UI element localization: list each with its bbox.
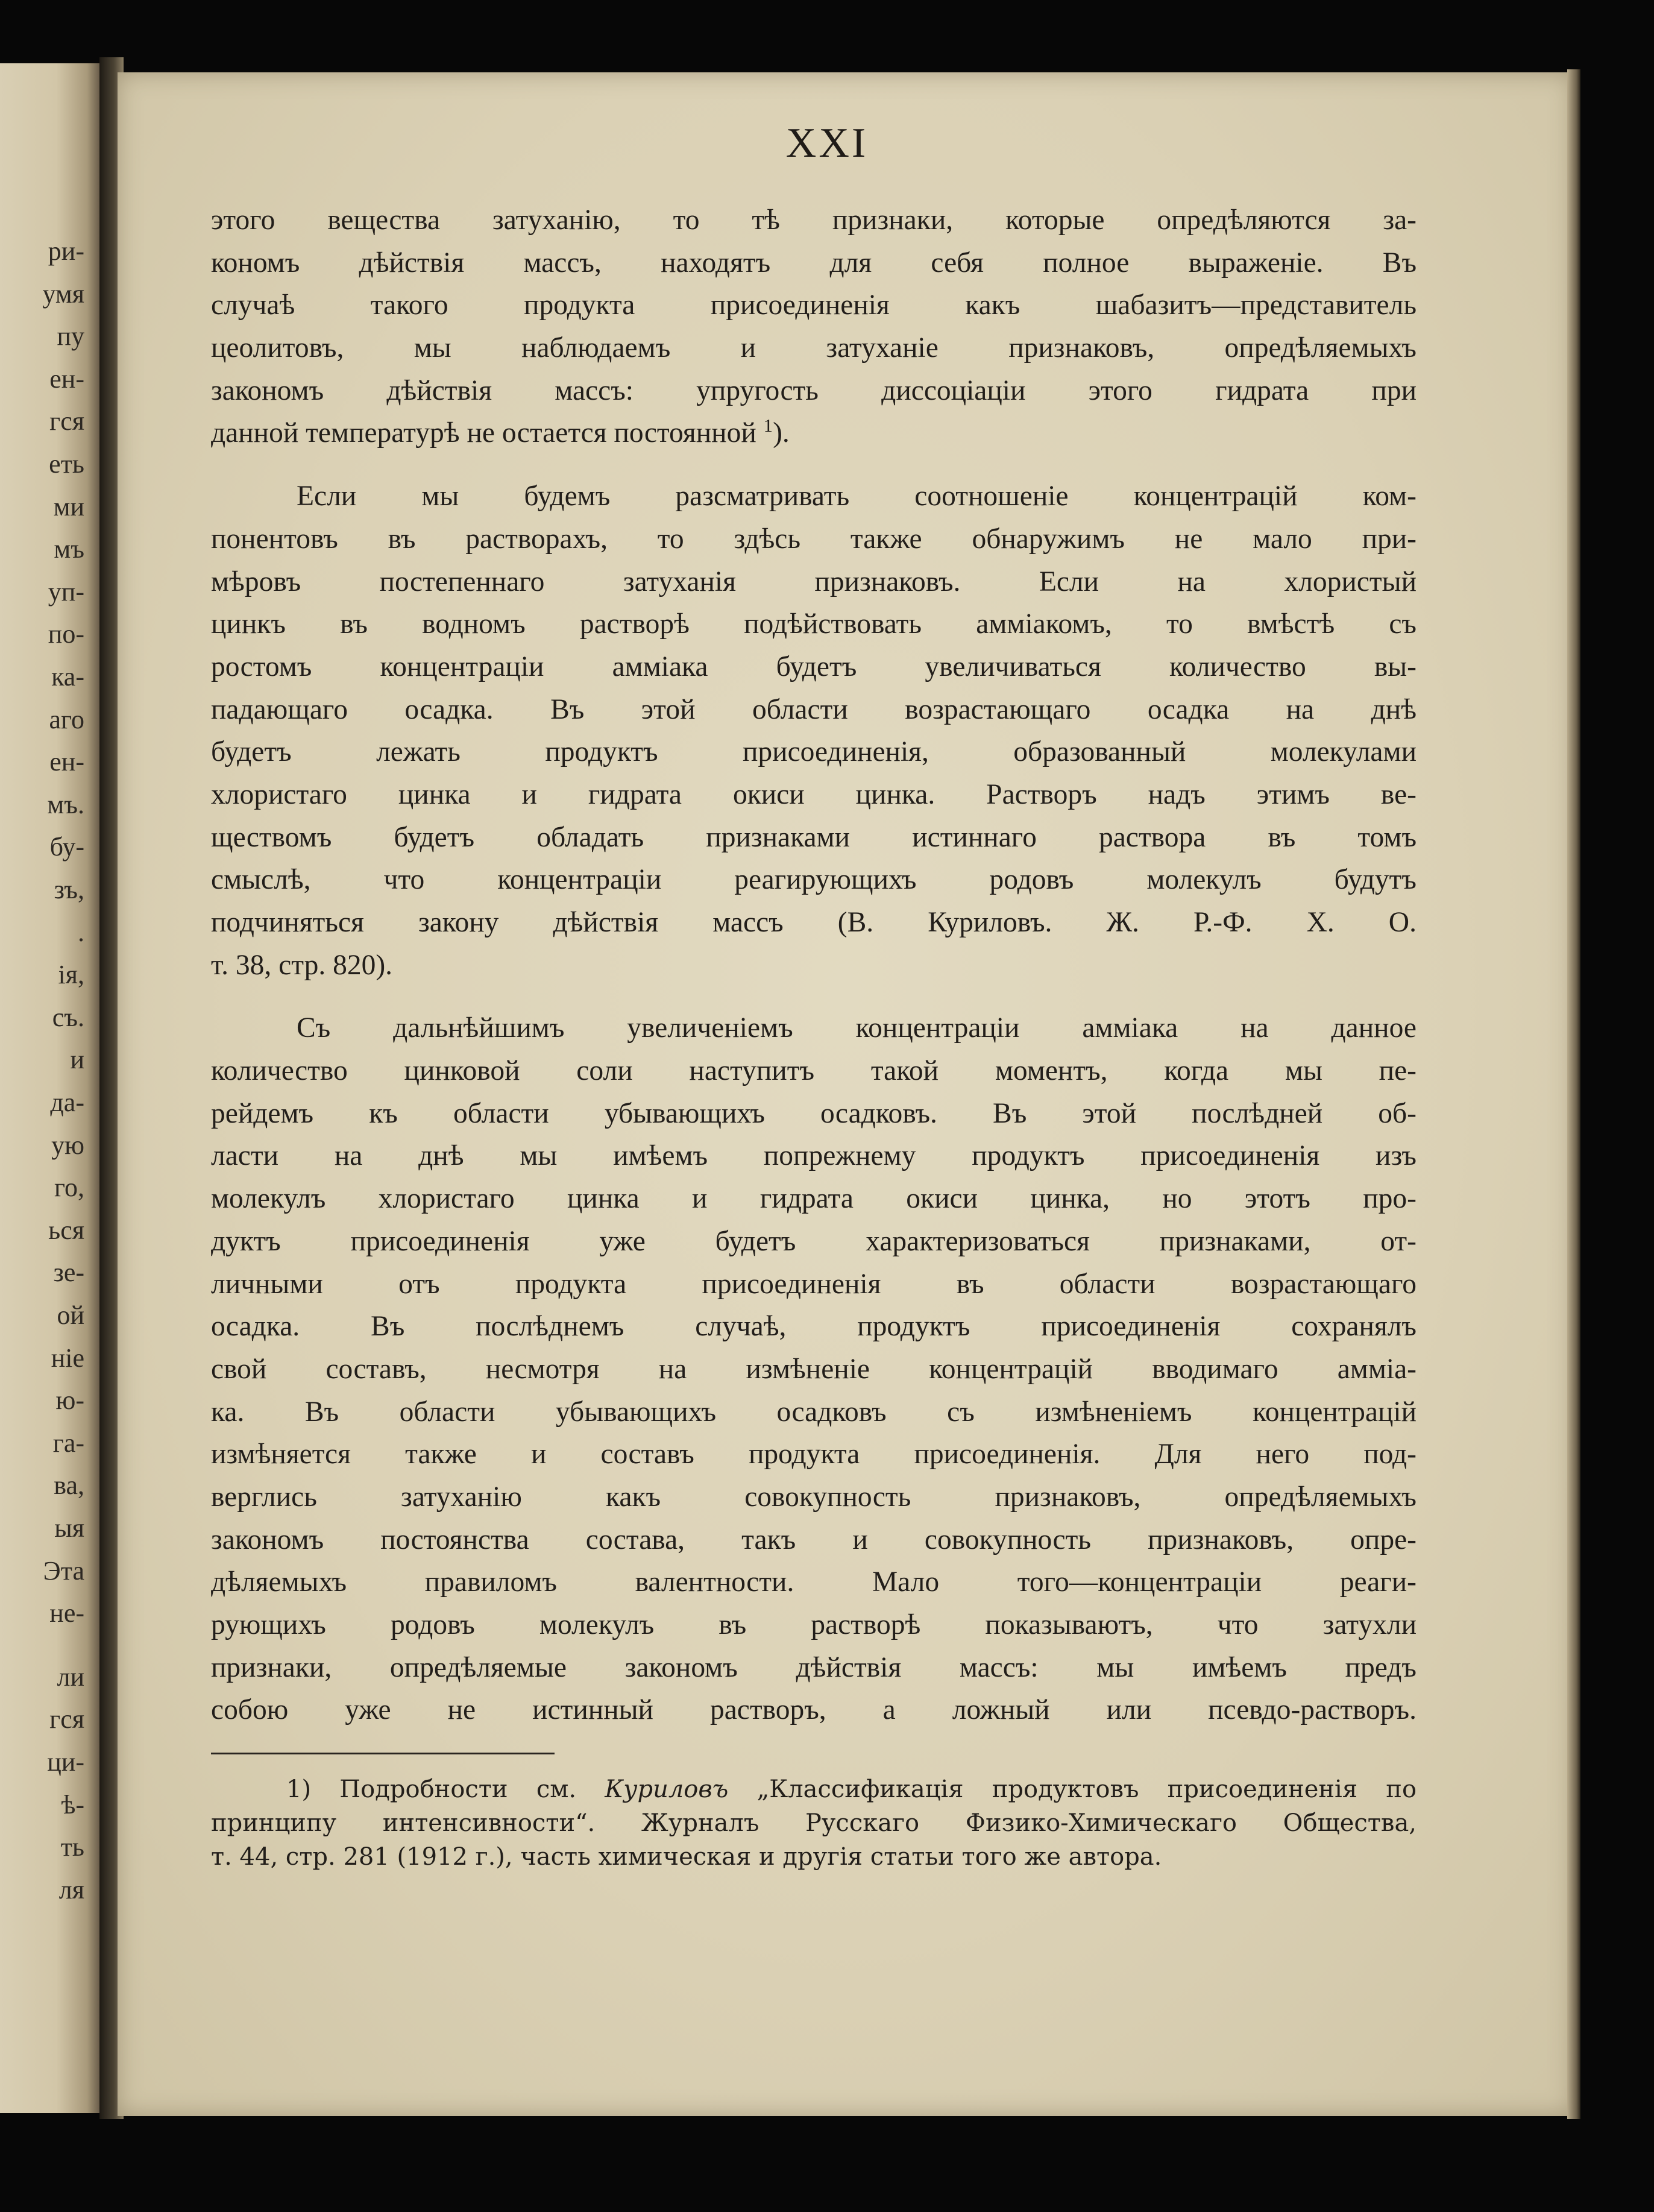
text-line: верглись затуханію какъ совокупность признаковъ, опредѣляемыхъ [211, 1481, 1417, 1513]
previous-page-edge [0, 63, 102, 2113]
previous-page-fragment: ен- [49, 364, 84, 394]
text-line: цеолитовъ, мы наблюдаемъ и затуханіе признаковъ, опредѣляемыхъ [211, 332, 1417, 364]
previous-page-fragment: по- [48, 619, 84, 649]
paragraph-1 [211, 199, 1417, 455]
body-text [211, 199, 1417, 1731]
previous-page-fragment: съ. [52, 1002, 84, 1032]
text-line: мѣровъ постепеннаго затуханія признаковъ. Если на хлористый [211, 566, 1417, 597]
previous-page-fragment: пу [57, 321, 84, 351]
previous-page-fragment: ніе [51, 1343, 84, 1373]
previous-page-fragment: ую [51, 1130, 84, 1160]
text-line: свой составъ, несмотря на измѣненіе концентрацій вводимаго амміа- [211, 1353, 1417, 1385]
previous-page-fragment: зъ, [54, 875, 84, 904]
text-line: закономъ дѣйствія массъ: упругость диссоціаціи этого гидрата при [211, 374, 1417, 406]
text-line: будетъ лежать продуктъ присоединенія, образованный молекулами [211, 736, 1417, 768]
previous-page-fragment: еть [49, 449, 84, 479]
previous-page-fragment: умя [42, 279, 84, 309]
previous-page-fragment: ли [57, 1662, 84, 1692]
paragraph-3 [211, 1007, 1417, 1731]
previous-page-fragment: ія, [58, 960, 84, 990]
previous-page-fragment: ля [58, 1874, 84, 1905]
previous-page-fragment: и [70, 1045, 84, 1075]
previous-page-fragment: мъ. [47, 789, 84, 819]
previous-page-fragment: ци- [47, 1747, 84, 1777]
footnote-divider [211, 1753, 555, 1754]
paragraph-2 [211, 475, 1417, 986]
text-line: закономъ постоянства состава, такъ и совокупность признаковъ, опре- [211, 1524, 1417, 1555]
previous-page-fragment: гся [49, 1704, 84, 1735]
text-line: рующихъ родовъ молекулъ въ растворѣ показываютъ, что затухли [211, 1609, 1417, 1640]
previous-page-fragment: мъ [54, 534, 84, 564]
previous-page-fragment: ю- [55, 1385, 84, 1416]
footnote-text: „Классификація продуктовъ присоединенія по [756, 1776, 1417, 1803]
footnote-marker: 1) [286, 1776, 312, 1803]
text-line: кономъ дѣйствія массъ, находятъ для себя полное выраженіе. Въ [211, 247, 1417, 279]
text-line: дѣляемыхъ правиломъ валентности. Мало того—концентраціи реаги- [211, 1566, 1417, 1598]
previous-page-fragment: ься [48, 1215, 84, 1245]
page-number: XXI [785, 120, 869, 166]
text-line: рейдемъ къ области убывающихъ осадковъ. Въ этой послѣдней об- [211, 1097, 1417, 1129]
text-line: ществомъ будетъ обладать признаками истиннаго раствора въ томъ [211, 821, 1417, 853]
text-line: Если мы будемъ разсматривать соотношеніе концентрацій ком- [297, 481, 1417, 512]
previous-page-fragment: го, [54, 1173, 84, 1203]
text-line: цинкъ въ водномъ растворѣ подѣйствовать амміакомъ, то вмѣстѣ съ [211, 608, 1417, 640]
text-line: ласти на днѣ мы имѣемъ попрежнему продуктъ присоединенія изъ [211, 1140, 1417, 1172]
text-line-content: данной температурѣ не остается постоянной [211, 417, 756, 449]
previous-page-fragment: зе- [53, 1258, 84, 1288]
text-line: ка. Въ области убывающихъ осадковъ съ измѣненіемъ концентрацій [211, 1396, 1417, 1428]
text-line: т. 38, стр. 820). [211, 949, 393, 981]
previous-page-fragment: уп- [48, 576, 84, 607]
text-line: понентовъ въ растворахъ, то здѣсь также обнаружимъ не мало при- [211, 523, 1417, 555]
text-line: собою уже не истинный растворъ, а ложный или псевдо-растворъ. [211, 1694, 1417, 1726]
previous-page-fragment: ка- [51, 662, 84, 692]
previous-page-fragment: ть [60, 1832, 84, 1862]
previous-page-fragment: аго [49, 704, 84, 734]
previous-page-fragment: ѣ- [61, 1789, 84, 1820]
text-line: осадка. Въ послѣднемъ случаѣ, продуктъ присоединенія сохранялъ [211, 1311, 1417, 1343]
previous-page-fragment: не- [49, 1598, 84, 1628]
previous-page-fragment: ен- [49, 747, 84, 777]
previous-page-fragment: ва, [54, 1470, 84, 1501]
footnote [211, 1772, 1417, 1874]
text-line: этого вещества затуханію, то тѣ признаки, которые опредѣляются за- [211, 204, 1417, 236]
text-line: падающаго осадка. Въ этой области возрастающаго осадка на днѣ [211, 693, 1417, 725]
page-edge-right [1567, 69, 1580, 2119]
text-line: смыслѣ, что концентраціи реагирующихъ родовъ молекулъ будутъ [211, 864, 1417, 896]
footnote-line [211, 1772, 1417, 1806]
footnote-author: Куриловъ [605, 1776, 729, 1803]
footnote-reference: 1 [763, 415, 773, 436]
footnote-text: Подробности см. [339, 1776, 577, 1803]
text-line: измѣняется также и составъ продукта присоединенія. Для него под- [211, 1438, 1417, 1470]
text-line: подчиняться закону дѣйствія массъ (В. Куриловъ. Ж. Р.-Ф. Х. О. [211, 907, 1417, 938]
previous-page-fragment: бу- [49, 832, 84, 862]
previous-page-fragment: . [78, 917, 84, 947]
previous-page-fragment: гся [49, 406, 84, 436]
text-line: количество цинковой соли наступитъ такой моментъ, когда мы пе- [211, 1055, 1417, 1087]
previous-page-fragment: ми [53, 491, 84, 521]
previous-page-fragment: га- [52, 1428, 84, 1458]
text-line: случаѣ такого продукта присоединенія какъ шабазитъ—представитель [211, 289, 1417, 321]
text-line: признаки, опредѣляемые закономъ дѣйствія массъ: мы имѣемъ предъ [211, 1651, 1417, 1683]
footnote-line: т. 44, стр. 281 (1912 г.), часть химическая и другія статьи того же автора. [211, 1843, 1162, 1871]
text-line: хлористаго цинка и гидрата окиси цинка. Растворъ надъ этимъ ве- [211, 778, 1417, 810]
previous-page-fragment: ой [57, 1300, 84, 1330]
text-line: молекулъ хлористаго цинка и гидрата окиси цинка, но этотъ про- [211, 1183, 1417, 1215]
previous-page-fragment: ри- [48, 236, 84, 266]
text-line: Съ дальнѣйшимъ увеличеніемъ концентраціи амміака на данное [297, 1012, 1417, 1044]
previous-page-fragment: ыя [54, 1513, 84, 1543]
previous-page-fragment: Эта [43, 1555, 84, 1586]
previous-page-fragment: да- [50, 1088, 84, 1117]
text-line: дуктъ присоединенія уже будетъ характеризоваться признаками, от- [211, 1225, 1417, 1257]
text-line: личными отъ продукта присоединенія въ области возрастающаго [211, 1268, 1417, 1300]
closing-punctuation: ). [773, 417, 790, 449]
text-line [211, 412, 1417, 455]
footnote-line: принципу интенсивности“. Журналъ Русскаго Физико-Химическаго Общества, [211, 1809, 1417, 1837]
text-line: ростомъ концентраціи амміака будетъ увеличиваться количество вы- [211, 651, 1417, 682]
